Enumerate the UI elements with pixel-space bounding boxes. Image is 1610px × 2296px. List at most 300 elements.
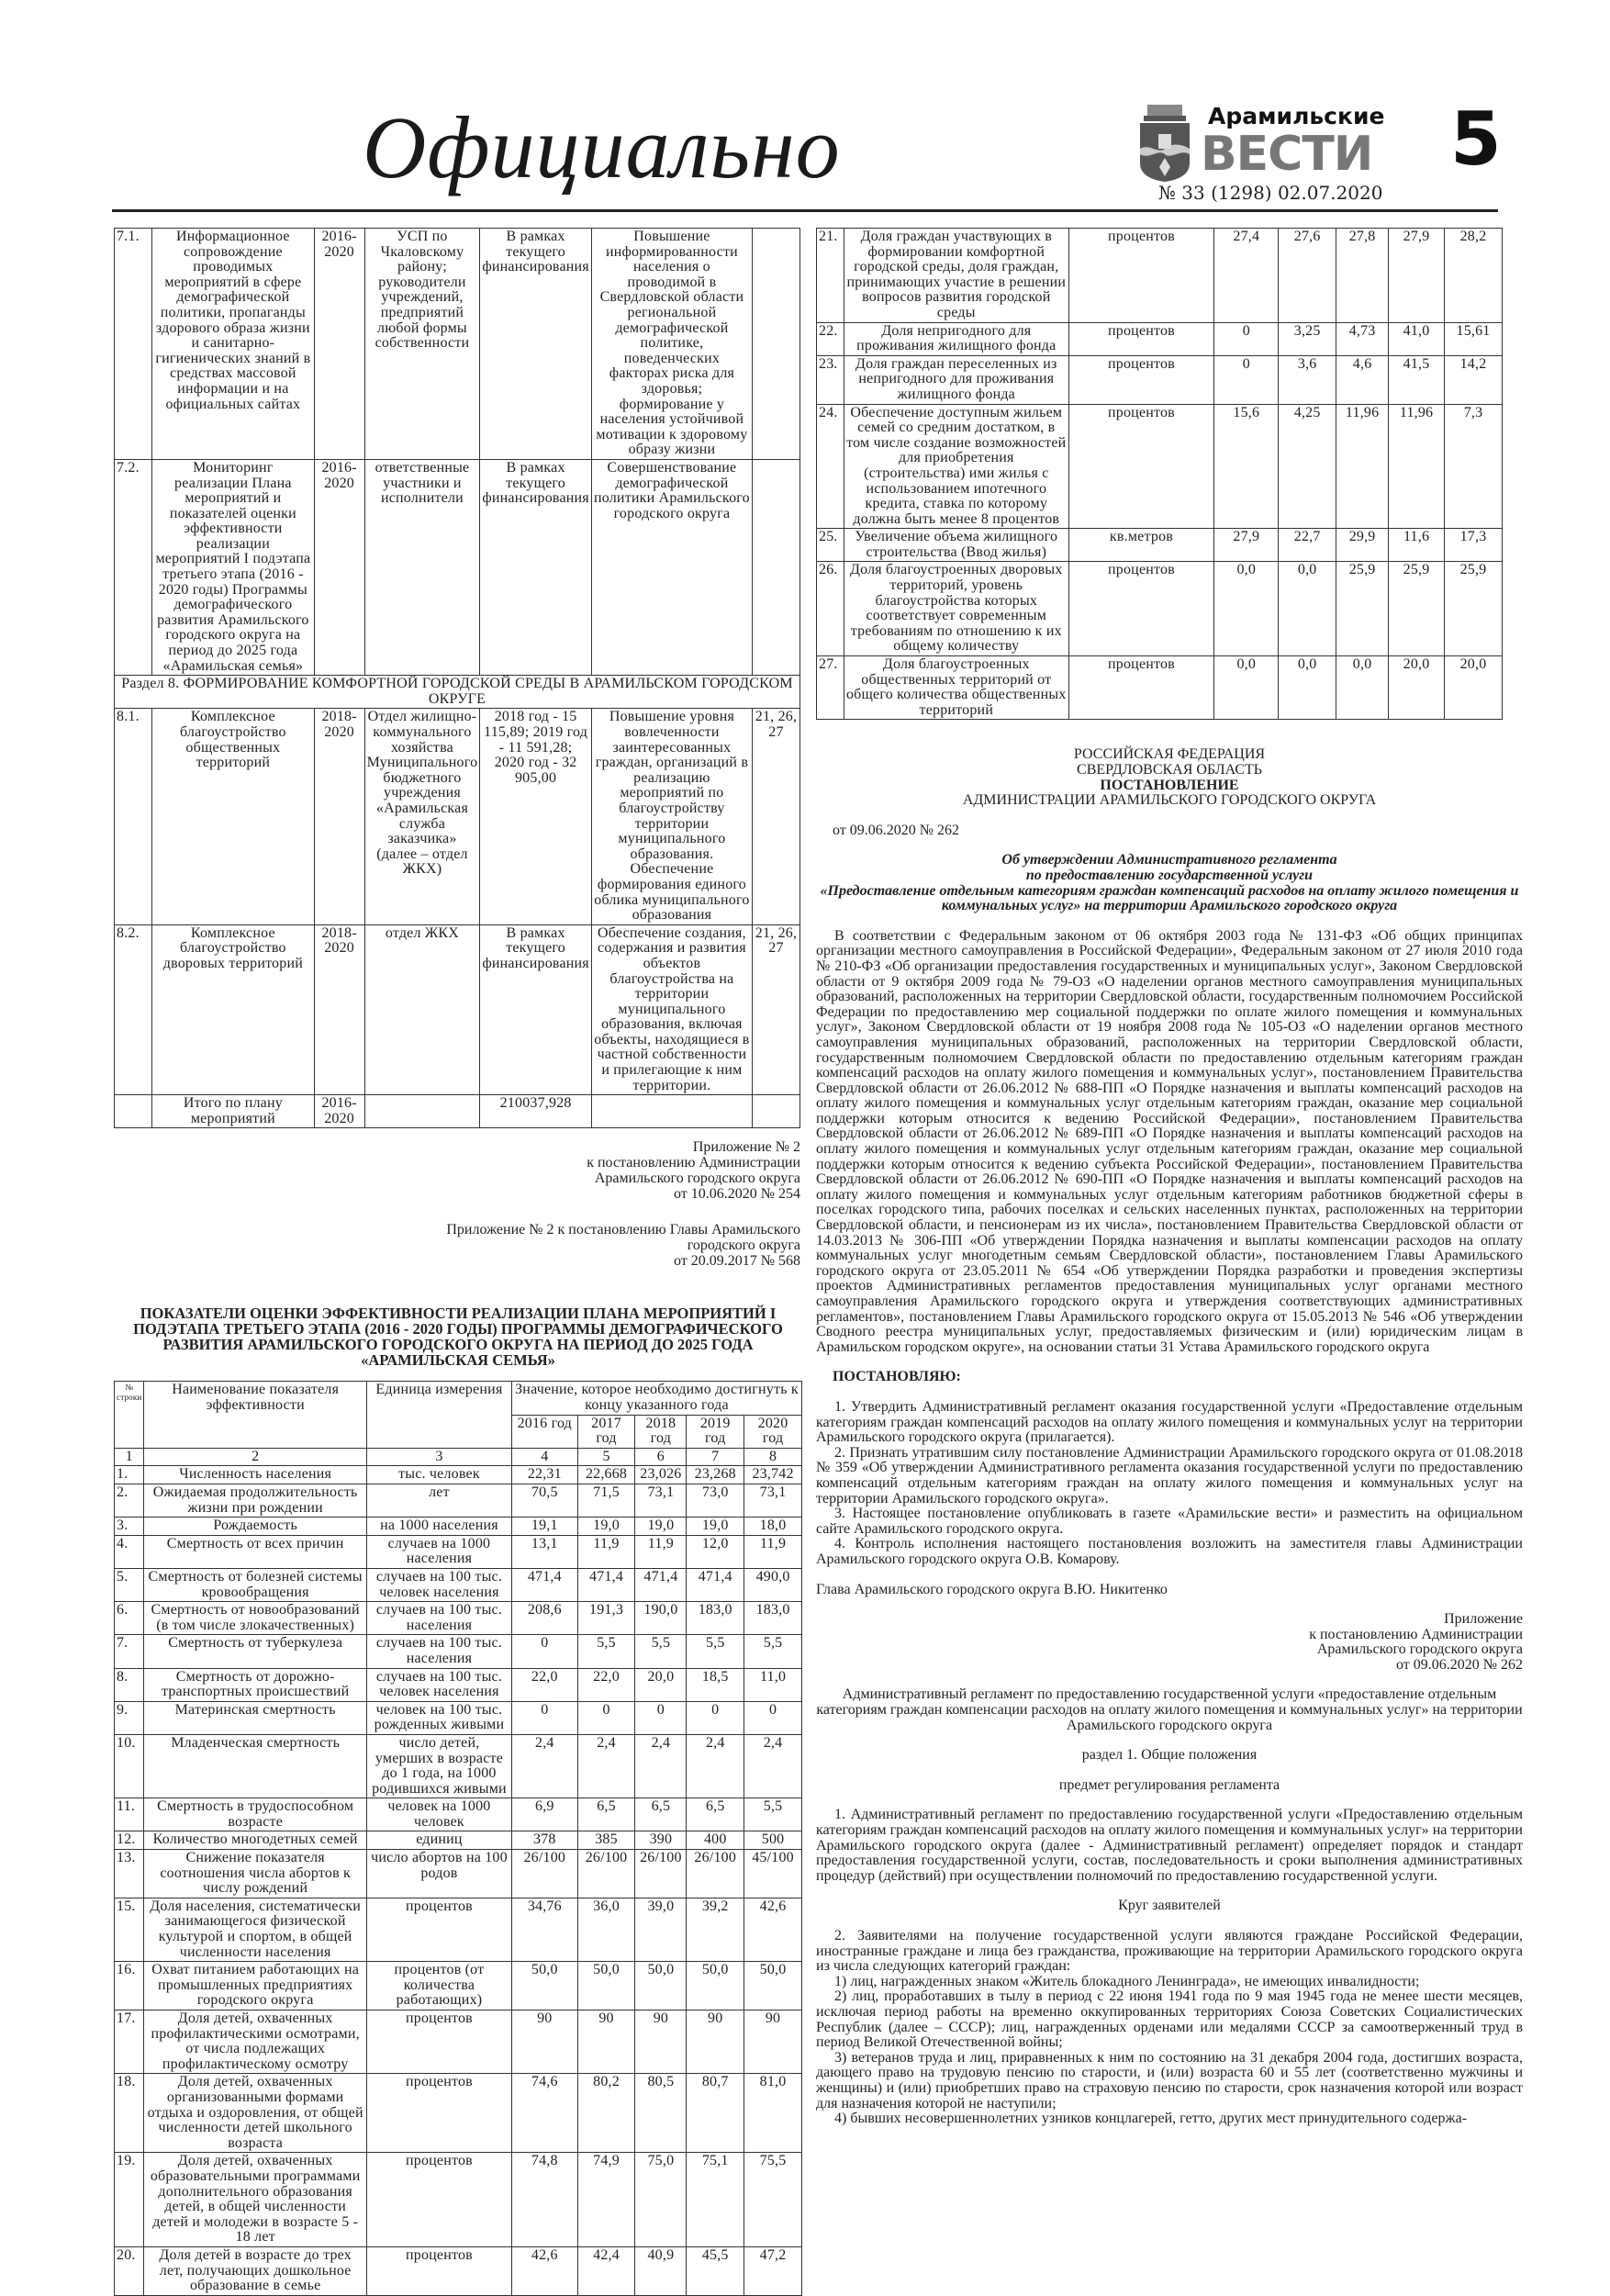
table-row [115,2074,802,2153]
cell-expected-result: Повышение информированности населения о проводимой в Свердловской области региональной демографической политике, поведенческих факторах риска для здоровья; формирование у населения устойчивой мотивации к здоровому образу жизни [591,229,752,460]
cell-period: 2018-2020 [314,709,364,924]
left-column [114,228,804,2296]
cell-value-2018: 4,6 [1336,355,1389,404]
header-column-number: 1 [115,1448,144,1466]
header-column-number: 7 [687,1448,744,1466]
cell-value-2016: 22,31 [511,1466,577,1484]
cell-unit: число абортов на 100 родов [366,1850,511,1898]
cell-value-2018: 6,5 [635,1798,687,1831]
cell-value-2019: 12,0 [687,1535,744,1568]
cell-row-number: 7. [115,1635,144,1668]
table-row [115,1466,802,1484]
page-number: 5 [1450,96,1502,182]
table-row [115,1602,802,1635]
cell-expected-result [591,1095,752,1128]
cell-value-2017: 36,0 [577,1898,635,1961]
cell-value-2019: 18,5 [687,1668,744,1701]
cell-value-2016: 42,6 [511,2246,577,2295]
cell-row-number: 25. [817,529,844,562]
cell-value-2016: 0 [1214,322,1279,355]
cell-value-2016: 27,4 [1214,229,1279,323]
decree-appendix-line: Арамильского городского округа [1316,1641,1523,1658]
cell-value-2016: 74,8 [511,2153,577,2247]
header-divider [112,209,1498,212]
cell-executor: УСП по Чкаловскому району; руководители учреждений, предприятий любой формы собственности [364,229,480,460]
cell-unit: случаев на 100 тыс. человек населения [366,1668,511,1701]
table-row [115,924,800,1095]
cell-value-2016: 26/100 [511,1850,577,1898]
cell-value-2017: 22,668 [577,1466,635,1484]
cell-indicator-name: Ожидаемая продолжительность жизни при рождении [144,1484,367,1518]
cell-unit: процентов [1068,562,1214,656]
decree-item: 1. Утвердить Административный регламент оказания государственной услуги «Предоставление отдельным категориям граждан компенсаций расходов на оплату жилого помещения и коммунальных услуг на территории Арамильского городского округа (прилагается). [816,1398,1523,1446]
indicators-table [114,1381,802,2295]
cell-value-2020: 183,0 [744,1602,802,1635]
cell-value-2018: 5,5 [635,1635,687,1668]
cell-value-2017: 0 [577,1701,635,1734]
cell-indicator-refs: 21, 26, 27 [752,709,799,924]
table-row [817,656,1503,720]
cell-value-2018: 80,5 [635,2074,687,2153]
cell-value-2019: 5,5 [687,1635,744,1668]
cell-indicator-name: Доля благоустроенных дворовых территорий, уровень благоустройства которых соответствует современным требованиям по отношению к их общему количеству [844,562,1068,656]
cell-value-2017: 471,4 [577,1568,635,1601]
cell-value-2016: 22,0 [511,1668,577,1701]
logo-text-top: Арамильские [1208,103,1385,129]
header-column-number: 3 [366,1448,511,1466]
header-column-number: 5 [577,1448,635,1466]
regulation-subsection: предмет регулирования регламента [1058,1776,1280,1793]
cell-unit: процентов [366,2074,511,2153]
cell-value-2017: 50,0 [577,1962,635,2010]
appendix-line: Арамильского городского округа [594,1170,800,1187]
cell-period: 2016-2020 [314,229,364,460]
cell-unit: процентов [366,2246,511,2295]
cell-value-2016: 34,76 [511,1898,577,1961]
cell-name: Итого по плану мероприятий [152,1095,314,1128]
cell-value-2018: 73,1 [635,1484,687,1518]
cell-value-2017: 2,4 [577,1734,635,1798]
cell-indicator-name: Доля непригодного для проживания жилищного фонда [844,322,1068,355]
cell-value-2017: 27,6 [1279,229,1336,323]
cell-unit: случаев на 100 тыс. человек населения [366,1568,511,1601]
cell-row-number: 12. [115,1831,144,1850]
header-year: 2017 год [577,1415,635,1448]
cell-value-2016: 50,0 [511,1962,577,2010]
cell-unit: процентов [1068,404,1214,529]
cell-value-2019: 41,5 [1389,355,1445,404]
cell-value-2018: 4,73 [1336,322,1389,355]
cell-value-2016: 6,9 [511,1798,577,1831]
cell-name: Информационное сопровождение проводимых мероприятий в сфере демографической политики, пропаганды здорового образа жизни и санитарно-гигиенических знаний в средствах массовой информации и на официальных сайтах [152,229,314,460]
cell-value-2019: 26/100 [687,1850,744,1898]
cell-value-2018: 39,0 [635,1898,687,1961]
cell-value-2020: 47,2 [744,2246,802,2295]
cell-value-2019: 80,7 [687,2074,744,2153]
newspaper-logo [1136,103,1385,184]
cell-value-2018: 390 [635,1831,687,1850]
cell-unit: процентов (от количества работающих) [366,1962,511,2010]
cell-value-2019: 25,9 [1389,562,1445,656]
cell-row-number: 16. [115,1962,144,2010]
cell-value-2020: 75,5 [744,2153,802,2247]
decree-date: от 09.06.2020 № 262 [833,822,960,838]
cell-unit: процентов [1068,322,1214,355]
cell-value-2020: 490,0 [744,1568,802,1601]
cell-value-2016: 0 [511,1635,577,1668]
decree-heading-region: СВЕРДЛОВСКАЯ ОБЛАСТЬ [1077,762,1262,778]
table-row [817,322,1503,355]
cell-value-2017: 80,2 [577,2074,635,2153]
cell-value-2016: 208,6 [511,1602,577,1635]
table-row [817,562,1503,656]
cell-value-2019: 20,0 [1389,656,1445,720]
header-year: 2020 год [744,1415,802,1448]
appendix-line: к постановлению Администрации [587,1155,800,1171]
cell-value-2017: 74,9 [577,2153,635,2247]
cell-name: Комплексное благоустройство общественных территорий [152,709,314,924]
cell-value-2018: 471,4 [635,1568,687,1601]
cell-value-2018: 2,4 [635,1734,687,1798]
cell-executor: ответственные участники и исполнители [364,459,480,675]
cell-value-2016: 378 [511,1831,577,1850]
cell-row-number: 5. [115,1568,144,1601]
cell-indicator-refs: 21, 26, 27 [752,924,799,1095]
header-year: 2018 год [635,1415,687,1448]
cell-row-number: 22. [817,322,844,355]
table-row [115,1898,802,1961]
cell-row-number: 4. [115,1535,144,1568]
cell-expected-result: Обеспечение создания, содержания и развития объектов благоустройства на территории муниципального образования, включая объекты, находящиеся в частной собственности и прилегающие к ним территории. [591,924,752,1095]
appendix-note-b [114,1222,800,1269]
cell-row-number: 21. [817,229,844,323]
cell-executor [364,1095,480,1128]
table-row [817,355,1503,404]
cell-value-2019: 6,5 [687,1798,744,1831]
cell-indicator-refs [752,229,799,460]
cell-value-2019: 75,1 [687,2153,744,2247]
cell-value-2020: 17,3 [1445,529,1503,562]
issue-number-date: № 33 (1298) 02.07.2020 [1158,182,1383,204]
cell-name: Комплексное благоустройство дворовых территорий [152,924,314,1095]
cell-value-2016: 15,6 [1214,404,1279,529]
cell-funding: В рамках текущего финансирования [480,924,592,1095]
cell-expected-result: Совершенствование демографической политики Арамильского городского округа [591,459,752,675]
header-column-number: 4 [511,1448,577,1466]
header-column-number: 2 [144,1448,367,1466]
cell-value-2020: 50,0 [744,1962,802,2010]
cell-value-2017: 4,25 [1279,404,1336,529]
cell-value-2019: 50,0 [687,1962,744,2010]
cell-row-number: 13. [115,1850,144,1898]
cell-value-2016: 90 [511,2010,577,2074]
cell-value-2016: 74,6 [511,2074,577,2153]
cell-row-number: 7.1. [115,229,152,460]
cell-value-2016: 13,1 [511,1535,577,1568]
cell-unit: на 1000 населения [366,1518,511,1536]
cell-funding: 2018 год - 15 115,89; 2019 год - 11 591,28; 2020 год - 32 905,00 [480,709,592,924]
cell-indicator-name: Смертность от новообразований (в том числе злокачественных) [144,1602,367,1635]
cell-value-2018: 26/100 [635,1850,687,1898]
cell-unit: человек на 100 тыс. рожденных живыми [366,1701,511,1734]
cell-row-number: 9. [115,1701,144,1734]
cell-value-2016: 27,9 [1214,529,1279,562]
table-row [115,2010,802,2074]
cell-unit: случаев на 100 тыс. населения [366,1602,511,1635]
section-title: Официально [363,98,841,196]
cell-row-number: 15. [115,1898,144,1961]
cell-executor: отдел ЖКХ [364,924,480,1095]
cell-value-2017: 3,6 [1279,355,1336,404]
cell-value-2016: 2,4 [511,1734,577,1798]
cell-value-2018: 75,0 [635,2153,687,2247]
cell-row-number [115,1095,152,1128]
cell-value-2020: 2,4 [744,1734,802,1798]
table-row [115,1734,802,1798]
table-row [115,709,800,924]
header-indicator-name: Наименование показателя эффективности [144,1382,367,1448]
cell-row-number: 3. [115,1518,144,1536]
decree-appendix-line: от 09.06.2020 № 262 [1395,1656,1523,1673]
appendix-line: от 10.06.2020 № 254 [673,1186,800,1203]
table-row [115,1518,802,1536]
cell-indicator-name: Смертность от дорожно-транспортных происшествий [144,1668,367,1701]
decree-resolve: ПОСТАНОВЛЯЮ: [833,1369,961,1385]
table-row [115,1962,802,2010]
cell-indicator-refs [752,1095,799,1128]
cell-unit: человек на 1000 человек [366,1798,511,1831]
cell-value-2019: 41,0 [1389,322,1445,355]
cell-value-2017: 11,9 [577,1535,635,1568]
header-unit: Единица измерения [366,1382,511,1448]
cell-executor: Отдел жилищно-коммунального хозяйства Муниципального бюджетного учреждения «Арамильская служба заказчика» (далее – отдел ЖКХ) [364,709,480,924]
cell-value-2019: 2,4 [687,1734,744,1798]
cell-indicator-name: Доля детей, охваченных образовательными программами дополнительного образования детей, в общей численности детей и молодежи в возрасте 5 - 18 лет [144,2153,367,2247]
cell-unit: случаев на 1000 населения [366,1535,511,1568]
cell-value-2019: 11,96 [1389,404,1445,529]
table-row [115,1850,802,1898]
table-row [115,459,800,675]
cell-indicator-name: Охват питанием работающих на промышленных предприятиях городского округа [144,1962,367,2010]
cell-value-2019: 23,268 [687,1466,744,1484]
cell-value-2020: 7,3 [1445,404,1503,529]
cell-value-2018: 19,0 [635,1518,687,1536]
appendix-line: от 20.09.2017 № 568 [673,1253,800,1270]
table-row [115,1635,802,1668]
cell-value-2020: 18,0 [744,1518,802,1536]
table-row [115,1831,802,1850]
regulation-paragraph: 2) лиц, проработавших в тылу в период с 22 июня 1941 года по 9 мая 1945 года не менее шести месяцев, исключая период работы на временно оккупированных территориях Союза Советских Социалистических Республик (далее – СССР); лиц, награжденных орденами или медалями СССР за самоотверженный труд в период Великой Отечественной войны; [816,1988,1523,2051]
cell-value-2017: 71,5 [577,1484,635,1518]
cell-funding: В рамках текущего финансирования [480,229,592,460]
cell-value-2018: 25,9 [1336,562,1389,656]
table-row [817,229,1503,323]
cell-indicator-name: Доля населения, систематически занимающегося физической культурой и спортом, в общей численности населения [144,1898,367,1961]
cell-value-2020: 11,0 [744,1668,802,1701]
cell-funding: 210037,928 [480,1095,592,1128]
logo-text-main: ВЕСТИ [1201,127,1373,182]
appendix-line: городского округа [687,1238,800,1254]
cell-value-2020: 11,9 [744,1535,802,1568]
cell-value-2016: 19,1 [511,1518,577,1536]
cell-value-2019: 0 [687,1701,744,1734]
header-target-value: Значение, которое необходимо достигнуть к концу указанного года [511,1382,801,1415]
cell-value-2016: 471,4 [511,1568,577,1601]
header-year: 2019 год [687,1415,744,1448]
cell-indicator-refs [752,459,799,675]
cell-indicator-name: Младенческая смертность [144,1734,367,1798]
cell-value-2017: 0,0 [1279,656,1336,720]
cell-value-2020: 81,0 [744,2074,802,2153]
regulation-paragraph: 3) ветеранов труда и лиц, приравненных к ним по состоянию на 31 декабря 2004 года, достигших возраста, дающего право на трудовую пенсию по старости, и (или) возраста 60 и 55 лет (соответственно мужчины и женщины) и (или) приобретших право на страховую пенсию по старости, срок назначения которой или возраст для назначения которой не наступили; [816,2049,1523,2111]
cell-value-2018: 0 [635,1701,687,1734]
cell-value-2018: 50,0 [635,1962,687,2010]
cell-value-2020: 45/100 [744,1850,802,1898]
regulation-paragraph: 1. Административный регламент по предоставлению государственной услуги «Предоставлению отдельным категориям граждан компенсаций расходов на оплату жилого помещения и коммунальных услуг» на территории Арамильского городского округа (далее - Административный регламент) определяет порядок и стандарт предоставления государственной услуги, состав, последовательность и сроки выполнения административных процедур (действий) при осуществлении полномочий по предоставлению государственной услуги. [816,1807,1523,1884]
cell-value-2019: 183,0 [687,1602,744,1635]
appendix-line: Приложение № 2 к постановлению Главы Арамильского [446,1222,800,1238]
cell-value-2019: 73,0 [687,1484,744,1518]
cell-value-2017: 191,3 [577,1602,635,1635]
cell-unit: процентов [366,2153,511,2247]
appendix-note-a [114,1139,800,1202]
cell-unit: процентов [366,1898,511,1961]
table-row [115,1701,802,1734]
cell-row-number: 8. [115,1668,144,1701]
cell-value-2019: 400 [687,1831,744,1850]
cell-value-2020: 42,6 [744,1898,802,1961]
cell-unit: процентов [1068,229,1214,323]
regulation-paragraph: 2. Заявителями на получение государственной услуги являются граждане Российской Федерации, иностранные граждане и лица без гражданства, проживающие на территории Арамильского городского округа из числа следующих категорий граждан: [816,1928,1523,1975]
cell-period: 2018-2020 [314,924,364,1095]
table-row [115,1568,802,1601]
cell-value-2018: 23,026 [635,1466,687,1484]
header-column-number: 8 [744,1448,802,1466]
decree-item: 4. Контроль исполнения настоящего постановления возложить на заместителя главы Администрации Арамильского городского округа О.В. Комарову. [816,1536,1523,1567]
cell-row-number: 17. [115,2010,144,2074]
cell-unit: единиц [366,1831,511,1850]
cell-value-2018: 40,9 [635,2246,687,2295]
cell-unit: тыс. человек [366,1466,511,1484]
cell-value-2020: 25,9 [1445,562,1503,656]
cell-period: 2016-2020 [314,459,364,675]
regulation-section-1: раздел 1. Общие положения [1081,1747,1258,1764]
cell-value-2020: 20,0 [1445,656,1503,720]
table-row [115,229,800,460]
cell-value-2018: 29,9 [1336,529,1389,562]
header-year: 2016 год [511,1415,577,1448]
cell-value-2020: 14,2 [1445,355,1503,404]
cell-row-number: 1. [115,1466,144,1484]
cell-indicator-name: Доля детей, охваченных профилактическими осмотрами, от числа подлежащих профилактическому осмотру [144,2010,367,2074]
cell-value-2018: 0,0 [1336,656,1389,720]
decree-subject-line: по предоставлению государственной услуги [1025,867,1314,883]
indicators-table-title: ПОКАЗАТЕЛИ ОЦЕНКИ ЭФФЕКТИВНОСТИ РЕАЛИЗАЦИИ ПЛАНА МЕРОПРИЯТИЙ I ПОДЭТАПА ТРЕТЬЕГО ЭТАПА (2016 - 2020 ГОДЫ) ПРОГРАММЫ ДЕМОГРАФИЧЕСКОГО РАЗВИТИЯ АРАМИЛЬСКОГО ГОРОДСКОГО ОКРУГА НА ПЕРИОД ДО 2025 ГОДА «АРАМИЛЬСКАЯ СЕМЬЯ» [133,1305,783,1370]
cell-value-2020: 73,1 [744,1484,802,1518]
cell-value-2017: 26/100 [577,1850,635,1898]
cell-value-2016: 70,5 [511,1484,577,1518]
table-row [115,676,800,709]
cell-unit: процентов [1068,355,1214,404]
decree-item: 3. Настоящее постановление опубликовать в газете «Арамильские вести» и разместить на официальном сайте Арамильского городского округа. [816,1506,1523,1537]
cell-row-number: 7.2. [115,459,152,675]
decree-appendix-line: к постановлению Администрации [1309,1626,1523,1642]
cell-value-2018: 11,96 [1336,404,1389,529]
coat-of-arms-icon [1136,103,1193,184]
regulation-title: Административный регламент по предоставлению государственной услуги «предоставление отдельным категориям граждан компенсации расходов на оплату жилого помещения и коммунальных услуг» на территории Арамильского городского округа [816,1686,1523,1733]
table-row [115,1095,800,1128]
cell-indicator-name: Смертность от болезней системы кровообращения [144,1568,367,1601]
cell-indicator-name: Смертность от всех причин [144,1535,367,1568]
cell-indicator-name: Материнская смертность [144,1701,367,1734]
cell-value-2020: 90 [744,2010,802,2074]
header-column-number: 6 [635,1448,687,1466]
appendix-line: Приложение № 2 [692,1139,800,1156]
cell-value-2018: 20,0 [635,1668,687,1701]
cell-value-2017: 22,7 [1279,529,1336,562]
cell-value-2020: 28,2 [1445,229,1503,323]
cell-value-2017: 3,25 [1279,322,1336,355]
regulation-paragraph: 1) лиц, награжденных знаком «Житель блокадного Ленинграда», не имеющих инвалидности; [834,1973,1420,1989]
cell-value-2019: 11,6 [1389,529,1445,562]
table-row [115,1535,802,1568]
decree-preamble: В соответствии с Федеральным законом от 06 октября 2003 года № 131-ФЗ «Об общих принципах организации местного самоуправления в Российской Федерации», Федеральным законом от 27 июля 2010 года № 210-ФЗ «Об организации предоставления государственных и муниципальных услуг», Законом Свердловской области от 9 октября 2009 года № 79-ОЗ «О наделении органов местного самоуправления муниципальных образований, расположенных на территории Свердловской области, государственным полномочием Российской Федерации по предоставлению мер социальной поддержки по оплате жилого помещения и коммунальных услуг», Законом Свердловской области от 19 ноября 2008 года № 105-ОЗ «О наделении органов местного самоуправления муниципальных образований, расположенных на территории Свердловской области, государственным полномочием Свердловской области по предоставлению отдельным категориям граждан компенсаций расходов на оплату жилого помещения и коммунальных услуг», постановлением Правительства Свердловской области от 26.06.2012 № 688-ПП «О Порядке назначения и выплаты компенсаций расходов на оплату жилого помещения и коммунальных услуг отдельным категориям граждан, оказание мер социальной поддержки которым относится к ведению Российской Федерации», постановлением Правительства Свердловской области от 26.06.2012 № 689-ПП «О Порядке назначения и выплаты компенсаций расходов на оплату жилого помещения и коммунальных услуг отдельным категориям граждан, оказание мер социальной поддержки которым относится к ведению субъекта Российской Федерации», постановлением Правительства Свердловской области от 26.06.2012 № 690-ПП «О Порядке назначения и выплаты компенсаций расходов на оплату жилого помещения и коммунальных услуг отдельным категориям работников бюджетной сферы в поселках городского типа, рабочих поселках и сельских населенных пунктах, расположенных на территории Свердловской области, и пенсионерам из их числа», постановлением Правительства Свердловской области от 14.03.2013 № 306-ПП «Об утверждении Порядка назначения и выплаты компенсации расходов на оплату коммунальных услуг многодетным семьям Свердловской области», постановлением Главы Арамильского городского округа от 23.05.2011 № 654 «Об утверждении Порядка разработки и проведения экспертизы проектов Административных регламентов предоставления муниципальных услуг органами местного самоуправления Арамильского городского округа и утверждения соответствующих административных регламентов», постановлением Главы Арамильского городского округа от 15.05.2013 № 546 «Об утверждении Сводного реестра муниципальных услуг, предоставляемых физическим и (или) юридическим лицам в Арамильском городском округе», на основании статьи 31 Устава Арамильского городского округа [816,927,1523,1355]
cell-row-number: 8.2. [115,924,152,1095]
cell-value-2018: 90 [635,2010,687,2074]
cell-value-2019: 19,0 [687,1518,744,1536]
cell-unit: лет [366,1484,511,1518]
cell-indicator-name: Доля граждан участвующих в формировании комфортной городской среды, доля граждан, принимающих участие в решении вопросов развития городской среды [844,229,1068,323]
cell-name: Мониторинг реализации Плана мероприятий и показателей оценки эффективности реализации мероприятий I подэтапа третьего этапа (2016 - 2020 годы) Программы демографического развития Арамильского городского округа на период до 2025 года «Арамильская семья» [152,459,314,675]
cell-value-2016: 0 [511,1701,577,1734]
cell-value-2018: 11,9 [635,1535,687,1568]
cell-indicator-name: Численность населения [144,1466,367,1484]
table-row [115,2246,802,2295]
table-row [115,1668,802,1701]
cell-value-2017: 42,4 [577,2246,635,2295]
cell-value-2017: 19,0 [577,1518,635,1536]
cell-value-2018: 190,0 [635,1602,687,1635]
cell-row-number: 19. [115,2153,144,2247]
cell-unit: процентов [366,2010,511,2074]
cell-value-2020: 5,5 [744,1635,802,1668]
decree-heading-authority: АДМИНИСТРАЦИИ АРАМИЛЬСКОГО ГОРОДСКОГО ОКРУГА [962,792,1377,809]
cell-row-number: 8.1. [115,709,152,924]
cell-value-2019: 45,5 [687,2246,744,2295]
cell-value-2017: 0,0 [1279,562,1336,656]
cell-row-number: 26. [817,562,844,656]
cell-value-2017: 22,0 [577,1668,635,1701]
cell-indicator-name: Увеличение объема жилищного строительства (Ввод жилья) [844,529,1068,562]
cell-value-2017: 385 [577,1831,635,1850]
decree-subject-line: Об утверждении Административного регламента [1001,852,1337,868]
decree-text [816,747,1523,2126]
cell-unit: случаев на 100 тыс. населения [366,1635,511,1668]
section-heading: Раздел 8. ФОРМИРОВАНИЕ КОМФОРТНОЙ ГОРОДСКОЙ СРЕДЫ В АРАМИЛЬСКОМ ГОРОДСКОМ ОКРУГЕ [115,676,800,709]
cell-indicator-name: Доля граждан переселенных из непригодного для проживания жилищного фонда [844,355,1068,404]
decree-appendix-line: Приложение [1444,1611,1523,1628]
cell-value-2017: 5,5 [577,1635,635,1668]
cell-unit: процентов [1068,656,1214,720]
cell-value-2016: 0,0 [1214,562,1279,656]
cell-indicator-name: Смертность в трудоспособном возрасте [144,1798,367,1831]
table-row [817,529,1503,562]
cell-indicator-name: Снижение показателя соотношения числа абортов к числу рождений [144,1850,367,1898]
decree-subject-line: «Предоставление отдельным категориям граждан компенсаций расходов на оплату жилого помещения и коммунальных услуг» на территории Арамильского городского округа [820,882,1519,914]
cell-indicator-name: Рождаемость [144,1518,367,1536]
cell-row-number: 24. [817,404,844,529]
regulation-paragraph: 4) бывших несовершеннолетних узников концлагерей, гетто, других мест принудительного содержа- [834,2111,1468,2127]
